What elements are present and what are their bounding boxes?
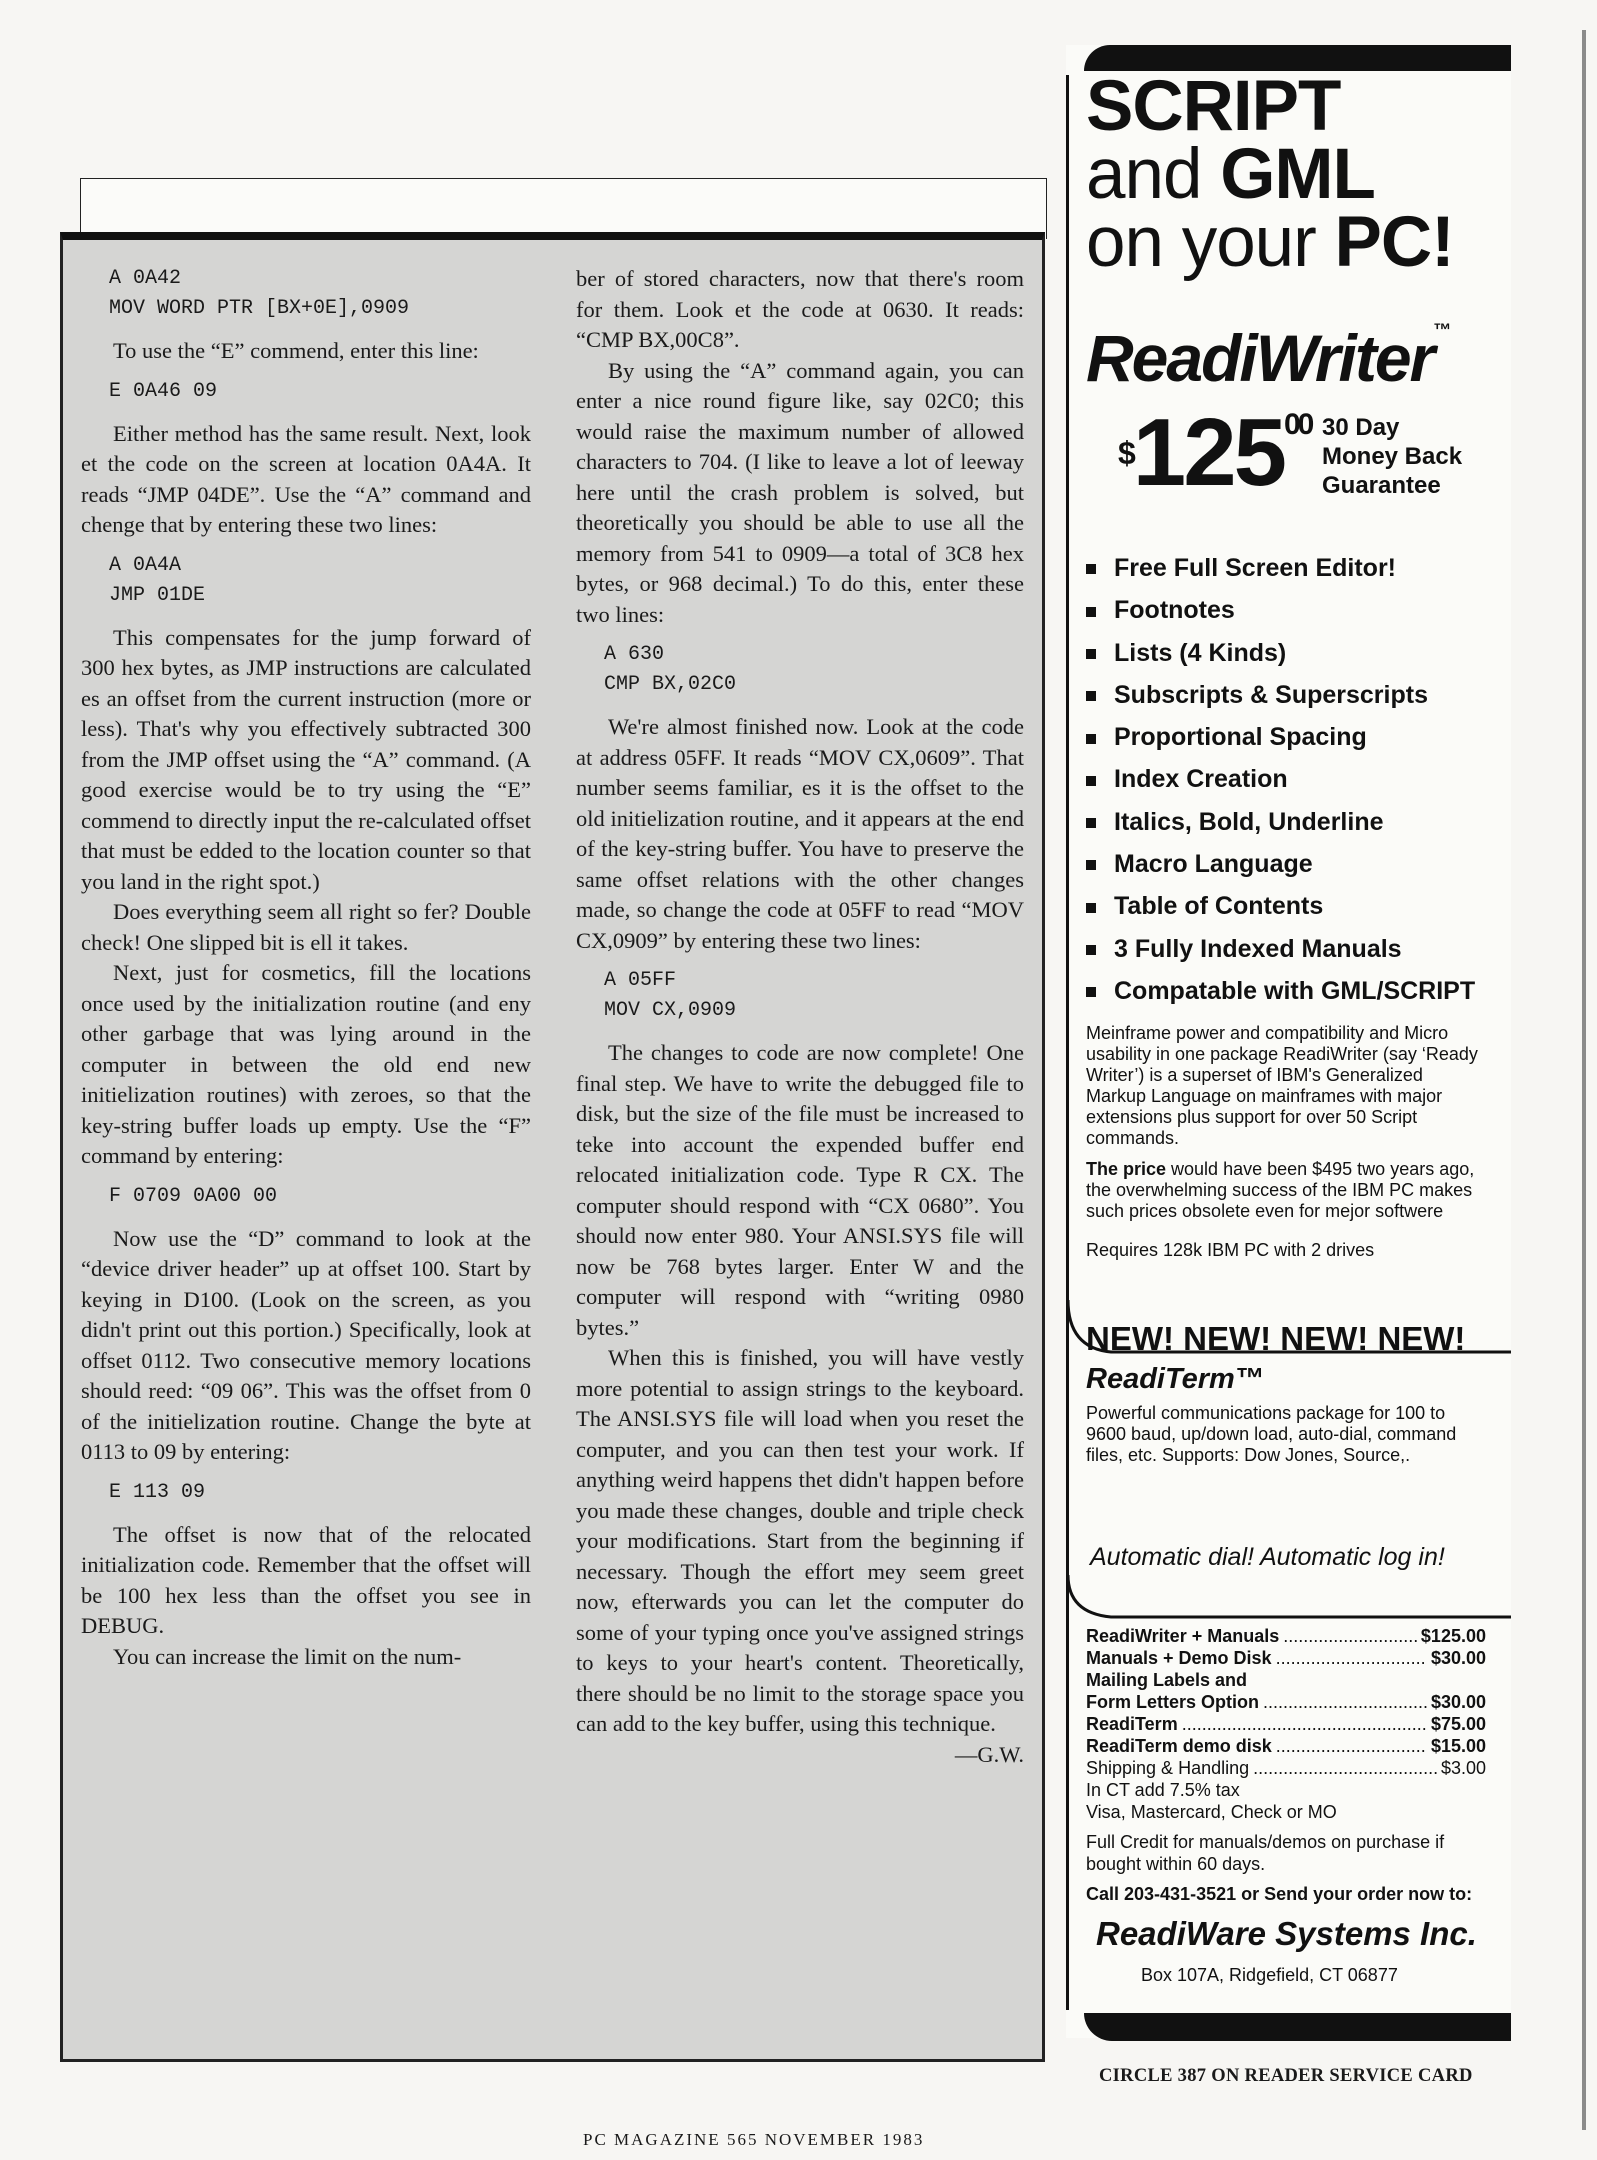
bullet-icon [1086, 607, 1096, 617]
feature-item [1086, 843, 1475, 885]
paragraph-text: When this is finished, you will have vestly more potential to assign strings to the keyboard. The ANSI.SYS file will load when you reset the computer, and you can then test your work. If anything weird happens thet didn't happen before you made these changes, double and triple check your modifications. Start from the beginning if necessary. Though the effort mey seem greet now, efterwards you can let the computer do some of your typing once you've assigned strings to keys to your heart's content. Theoretically, there should be no limit to the storage space you can add to the key buffer, using this technique. [576, 1345, 1024, 1736]
headline-line-1 [1086, 67, 1454, 146]
paragraph: We're almost finished now. Look at the code at address 05FF. It reads “MOV CX,0609”. That number seems familiar, es it is the offset to the old initielization routine, and it appears at the end of the key-string buffer. You have to preserve the same offset relations with the other changes made, so change the code at 05FF to read “MOV CX,0909” by entering these two lines: [576, 714, 1024, 953]
article-column-left [81, 264, 531, 1672]
paragraph: The changes to code are now complete! One final step. We have to write the debugged file to disk, but the size of the file must be increased to teke into account the expended buffer end relocated initialization code. Type R CX. The computer should respond with “CX 0680”. You should now enter 980. Your ANSI.SYS file will now be 768 bytes larger. Enter W and the computer will respond with “writing 0980 bytes.” [576, 1040, 1024, 1340]
order-row [1086, 1647, 1486, 1669]
spacer [1086, 1823, 1486, 1831]
order-price: $30.00 [1430, 1692, 1486, 1712]
feature-item [1086, 885, 1475, 927]
credit-note: Full Credit for manuals/demos on purchase if bought within 60 days. [1086, 1832, 1445, 1874]
paragraph: This compensates for the jump forward of 300 hex bytes, as JMP instructions are calculated es an offset from the current instruction (more or less). That's why you effectively subtracted 300 from the JMP offset using the “A” command. (A good exercise would be to try using the “E” commend to directly input the re-calculated offset that must be edded to the location counter so that you land in the right spot.) [81, 624, 531, 894]
article-box [60, 232, 1045, 2062]
leader-dots [1253, 1757, 1437, 1779]
bullet-icon [1086, 564, 1096, 574]
order-price: $125.00 [1420, 1626, 1486, 1646]
headline-on-your: on your [1086, 203, 1335, 282]
order-price: $30.00 [1430, 1648, 1486, 1668]
feature-item [1086, 801, 1475, 843]
bullet-icon [1086, 649, 1096, 659]
paragraph: Does everything seem all right so fer? Double check! One slipped bit is ell it takes. [81, 899, 531, 955]
readiterm-description: Powerful communications package for 100 to 9600 baud, up/down load, auto-dial, command files, etc. Supports: Dow Jones, Source,. [1086, 1403, 1457, 1465]
bullet-icon [1086, 776, 1096, 786]
feature-item [1086, 716, 1475, 758]
price-dollar-sign: $ [1118, 435, 1133, 471]
description-text: Meinframe power and compatibility and Micro usability in one package ReadiWriter (say ‘Ready Writer’) is a superset of IBM's Generalized Markup Language on mainframes with major extensions plus support for over 50 Script commands. [1086, 1023, 1478, 1148]
feature-item [1086, 970, 1475, 1012]
paragraph: To use the “E” commend, enter this line: [113, 338, 479, 363]
feature-list [1086, 547, 1475, 1012]
paragraph [576, 1343, 1024, 1767]
reader-service-note: CIRCLE 387 ON READER SERVICE CARD [1099, 2066, 1473, 2086]
feature-label: Lists (4 Kinds) [1114, 638, 1287, 667]
paragraph: Next, just for cosmetics, fill the locations once used by the initialization routine (and eny other garbage that was lying around in the computer in between the old end new initielization routines) with zeroes, so that the key-string buffer loads up empty. Use the “F” command by entering: [81, 960, 531, 1168]
code-block: E 113 09 [109, 1480, 206, 1504]
order-item: Shipping & Handling [1086, 1758, 1250, 1778]
price-note-text: would have been $495 two years ago, the overwhelming success of the IBM PC makes such prices obsolete even for mejor softwere [1086, 1159, 1475, 1221]
code-block: A 0A42 MOV WORD PTR [BX+0E],0909 [109, 267, 410, 320]
article-column-right [576, 264, 1024, 1770]
company-name: ReadiWare Systems Inc. [1096, 1915, 1477, 1952]
product-name [1086, 320, 1449, 396]
money-back-guarantee: 30 Day Money Back Guarantee [1322, 414, 1463, 499]
system-requirements: Requires 128k IBM PC with 2 drives [1086, 1240, 1375, 1260]
price-main: 125 [1132, 399, 1284, 506]
feature-label: Table of Contents [1114, 892, 1324, 921]
order-item: ReadiTerm demo disk [1086, 1736, 1272, 1756]
feature-label: Free Full Screen Editor! [1114, 554, 1397, 582]
paragraph: By using the “A” command again, you can enter a nice round figure like, say 02C0; this would raise the maximum number of allowed characters to 704. (I like to leave a lot of leeway here until the crash problem is solved, but theoretically you should be able to use all the memory from 541 to 0909—a total of 3C8 hex bytes, or 968 decimal.) To do this, enter these two lines: [576, 357, 1024, 627]
order-row [1086, 1625, 1486, 1647]
page-footer: PC MAGAZINE 565 NOVEMBER 1983 [583, 2130, 925, 2149]
feature-label: Proportional Spacing [1114, 723, 1367, 752]
price-cents: 00 [1283, 408, 1312, 441]
leader-dots [1276, 1735, 1427, 1757]
paragraph: ber of stored characters, now that there's room for them. Look et the code at 0630. It reads: “CMP BX,00C8”. [576, 266, 1024, 352]
code-block: A 630 CMP BX,02C0 [604, 643, 737, 696]
feature-item [1086, 547, 1475, 589]
readiterm-product-name: ReadiTerm™ [1086, 1363, 1264, 1395]
leader-dots [1263, 1691, 1427, 1713]
autodial-tagline: Automatic dial! Automatic log in! [1090, 1543, 1445, 1571]
paragraph: You can increase the limit on the num- [113, 1643, 462, 1669]
bullet-icon [1086, 818, 1096, 828]
feature-item [1086, 632, 1475, 674]
paragraph: Now use the “D” command to look at the “device driver header” up at offset 100. Start by keying in D100. (Look on the screen, as you didn't print out this portion.) Specifically, look at offset 0112. Two consecutive memory locations should reed: “09 06”. This was the offset from 0 of the initielization routine. Change the byte at 0113 to 09 by entering: [81, 1225, 531, 1464]
ad-bottom-bar [1084, 2013, 1511, 2041]
order-row [1086, 1735, 1486, 1757]
order-item: Manuals + Demo Disk [1086, 1648, 1272, 1668]
headline-pc: PC! [1334, 203, 1454, 282]
order-price-list [1086, 1625, 1486, 1905]
price-note [1086, 1159, 1486, 1222]
new-banner: NEW! NEW! NEW! NEW! [1086, 1320, 1466, 1357]
headline-line-2 [1086, 135, 1454, 214]
payment-methods: Visa, Mastercard, Check or MO [1086, 1802, 1337, 1822]
bullet-icon [1086, 945, 1096, 955]
order-item: Mailing Labels and Form Letters Option [1086, 1670, 1260, 1712]
order-row [1086, 1757, 1486, 1779]
order-row [1086, 1669, 1486, 1713]
feature-label: Footnotes [1114, 596, 1235, 625]
company-address: Box 107A, Ridgefield, CT 06877 [1141, 1965, 1398, 1985]
ad-headline [1086, 67, 1454, 282]
feature-label: Macro Language [1114, 850, 1313, 879]
call-to-order: Call 203-431-3521 or Send your order now to: [1086, 1884, 1473, 1904]
article-top-frame [80, 178, 1047, 239]
headline-gml: GML [1220, 135, 1375, 214]
section-divider-curve-2 [1066, 1575, 1511, 1625]
feature-item [1086, 758, 1475, 800]
product-description [1086, 1023, 1486, 1271]
paragraph: Either method has the same result. Next, look et the code on the screen at location 0A4A. It reads “JMP 04DE”. Use the “A” command and chenge that by entering these two lines: [81, 420, 531, 537]
feature-item [1086, 674, 1475, 716]
feature-label: Subscripts & Superscripts [1114, 680, 1428, 709]
code-block: A 0A4A JMP 01DE [109, 553, 206, 607]
ad-left-border [1066, 75, 1069, 2010]
author-signature: —G.W. [954, 1741, 1024, 1767]
bullet-icon [1086, 987, 1096, 997]
feature-label: 3 Fully Indexed Manuals [1114, 934, 1402, 963]
headline-and: and [1086, 135, 1221, 214]
readiwriter-advertisement [1066, 45, 1511, 2038]
price [1118, 399, 1312, 506]
feature-item [1086, 589, 1475, 631]
feature-label: Compatable with GML/SCRIPT [1114, 976, 1476, 1005]
code-block: A 05FF MOV CX,0909 [604, 969, 737, 1022]
spacer [1086, 1875, 1486, 1883]
bullet-icon [1086, 860, 1096, 870]
feature-item [1086, 928, 1475, 970]
product-name-text: ReadiWriter [1086, 321, 1434, 395]
bullet-icon [1086, 903, 1096, 913]
order-row [1086, 1713, 1486, 1735]
order-item: ReadiTerm [1086, 1714, 1178, 1734]
bullet-icon [1086, 691, 1096, 701]
tax-note: In CT add 7.5% tax [1086, 1780, 1240, 1800]
bullet-icon [1086, 734, 1096, 744]
leader-dots [1182, 1713, 1427, 1735]
order-price: $15.00 [1430, 1736, 1486, 1756]
feature-label: Index Creation [1114, 765, 1288, 794]
feature-label: Italics, Bold, Underline [1114, 807, 1384, 836]
order-price: $75.00 [1430, 1714, 1486, 1734]
leader-dots [1276, 1647, 1427, 1669]
leader-dots [1283, 1625, 1417, 1647]
code-block: E 0A46 09 [109, 379, 218, 403]
code-block: F 0709 0A00 00 [109, 1184, 278, 1208]
paragraph: The offset is now that of the relocated initialization code. Remember that the offset will be 100 hex less than the offset you see in DEBUG. [81, 1521, 531, 1638]
page-edge-line [1582, 30, 1586, 2130]
price-note-lead: The price [1086, 1159, 1167, 1179]
headline-script: SCRIPT [1086, 67, 1341, 146]
order-price: $3.00 [1440, 1758, 1486, 1778]
trademark-mark: ™ [1433, 320, 1450, 340]
order-item: ReadiWriter + Manuals [1086, 1626, 1280, 1646]
headline-line-3 [1086, 203, 1454, 282]
